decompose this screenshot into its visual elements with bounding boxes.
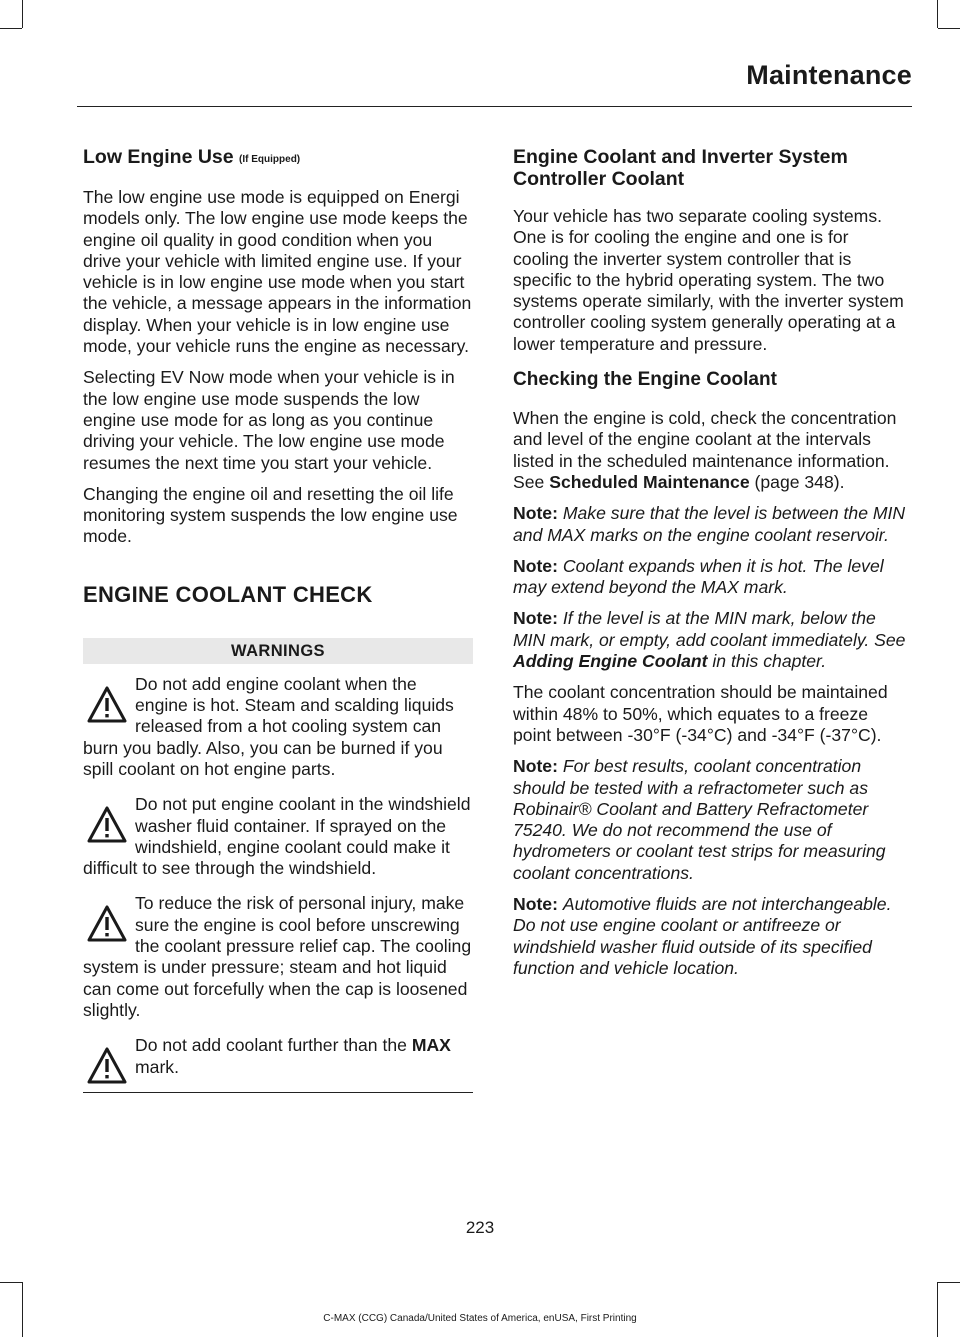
note-label: Note: [513,608,558,629]
note-body: Automotive fluids are not interchangeable. Do not use engine coolant or antifreeze or windshield washer fluid outside of its specified function and vehicle location. [513,894,892,978]
text-run: (page 348). [749,471,845,492]
note-label: Note: [513,503,558,524]
low-engine-use-heading [83,146,473,171]
adding-engine-coolant-link[interactable]: Adding Engine Coolant [513,651,708,672]
warning-text: Do not add engine coolant when the engine is hot. Steam and scalding liquids released from a hot cooling system can burn you badly. Also, you can be burned if you spill coolant on hot engine parts. [83,673,454,779]
warning-item [83,794,473,879]
right-column [513,140,907,989]
max-mark-label: MAX [411,1035,451,1056]
note-body: For best results, coolant concentration should be tested with a refractometer such as Robinair® Coolant and Battery Refractometer 75240. We do not recommend the use of hydrometers or coolant test strips for measuring coolant concentrations. [513,756,886,883]
warning-triangle-icon [87,903,127,945]
note-4 [513,756,907,884]
note-3 [513,608,907,672]
warning-triangle-icon [87,684,127,726]
engine-coolant-check-heading: ENGINE COOLANT CHECK [83,581,373,607]
checking-coolant-heading: Checking the Engine Coolant [513,369,777,391]
crop-mark [938,1282,960,1283]
header-rule [77,106,912,107]
crop-mark [938,28,960,29]
note-label: Note: [513,894,558,915]
crop-mark [937,0,938,28]
note-label: Note: [513,756,558,777]
warning-item [83,1035,473,1078]
low-engine-paragraph-1: The low engine use mode is equipped on Energi models only. The low engine use mode keeps the engine oil quality in good condition when you drive your vehicle with limited engine use. If your vehicle is in low engine use mode when you start the vehicle, a message appears in the information display. When your vehicle is in low engine use mode, your vehicle runs the engine as necessary. [83,187,472,357]
text-run: When the engine is cold, check the concentration and level of the engine coolant at the intervals listed in the scheduled maintenance information. See [513,408,897,492]
footer-text: C-MAX (CCG) Canada/United States of America, enUSA, First Printing [323,1313,637,1324]
warning-triangle-icon [87,1045,127,1087]
crop-mark [22,1282,23,1337]
left-column [83,140,473,1093]
note-body: Coolant expands when it is hot. The level may extend beyond the MAX mark. [513,555,884,598]
warning-item [83,674,473,780]
crop-mark [0,1282,22,1283]
note-5 [513,894,907,979]
warning-text: To reduce the risk of personal injury, make sure the engine is cool before unscrewing the coolant pressure relief cap. The cooling system is under pressure; steam and hot liquid can come out forcefully when the cap is loosened slightly. [83,893,472,1020]
note-body: Make sure that the level is between the MIN and MAX marks on the engine coolant reservoir. [513,503,906,545]
coolant-paragraph-2 [513,408,907,493]
coolant-inverter-heading: Engine Coolant and Inverter System Controller Coolant [513,146,848,190]
if-equipped-tag: (If Equipped) [239,154,301,165]
coolant-paragraph-1: Your vehicle has two separate cooling systems. One is for cooling the engine and one is for cooling the inverter system controller that is specific to the hybrid operating system. The two systems operate similarly, with the inverter system controller cooling system generally operating at a lower temperature and pressure. [513,206,904,354]
warning-text: Do not put engine coolant in the windshield washer fluid container. If sprayed on the windshield, engine coolant could make it difficult to see through the windshield. [83,794,471,879]
coolant-paragraph-3: The coolant concentration should be maintained within 48% to 50%, which equates to a freeze point between -30°F (-34°C) and -34°F (-37°C). [513,682,888,745]
warning-text [83,1035,473,1078]
note-body: If the level is at the MIN mark, below the MIN mark, or empty, add coolant immediately. See [513,608,906,650]
page-header-title: Maintenance [746,60,912,90]
crop-mark [22,0,23,28]
low-engine-paragraph-3: Changing the engine oil and resetting the oil life monitoring system suspends the low engine use mode. [83,483,458,547]
low-engine-use-title: Low Engine Use [83,146,234,168]
note-1 [513,503,907,546]
warning-item [83,893,473,1021]
note-2 [513,556,907,599]
warnings-bottom-rule [83,1092,473,1093]
scheduled-maintenance-link[interactable]: Scheduled Maintenance [549,471,750,492]
crop-mark [0,28,22,29]
crop-mark [937,1282,938,1337]
warning-text-post: mark. [135,1056,179,1077]
page-number: 223 [465,1218,495,1237]
warnings-label: WARNINGS [83,638,473,664]
warning-text-pre: Do not add coolant further than the [135,1035,412,1056]
note-label: Note: [513,555,558,576]
note-body: in this chapter. [707,651,827,672]
low-engine-paragraph-2: Selecting EV Now mode when your vehicle is in the low engine use mode suspends the low engine use mode for as long as you continue driving your vehicle. The low engine use mode resumes the next time you start your vehicle. [83,367,455,473]
warning-triangle-icon [87,804,127,846]
